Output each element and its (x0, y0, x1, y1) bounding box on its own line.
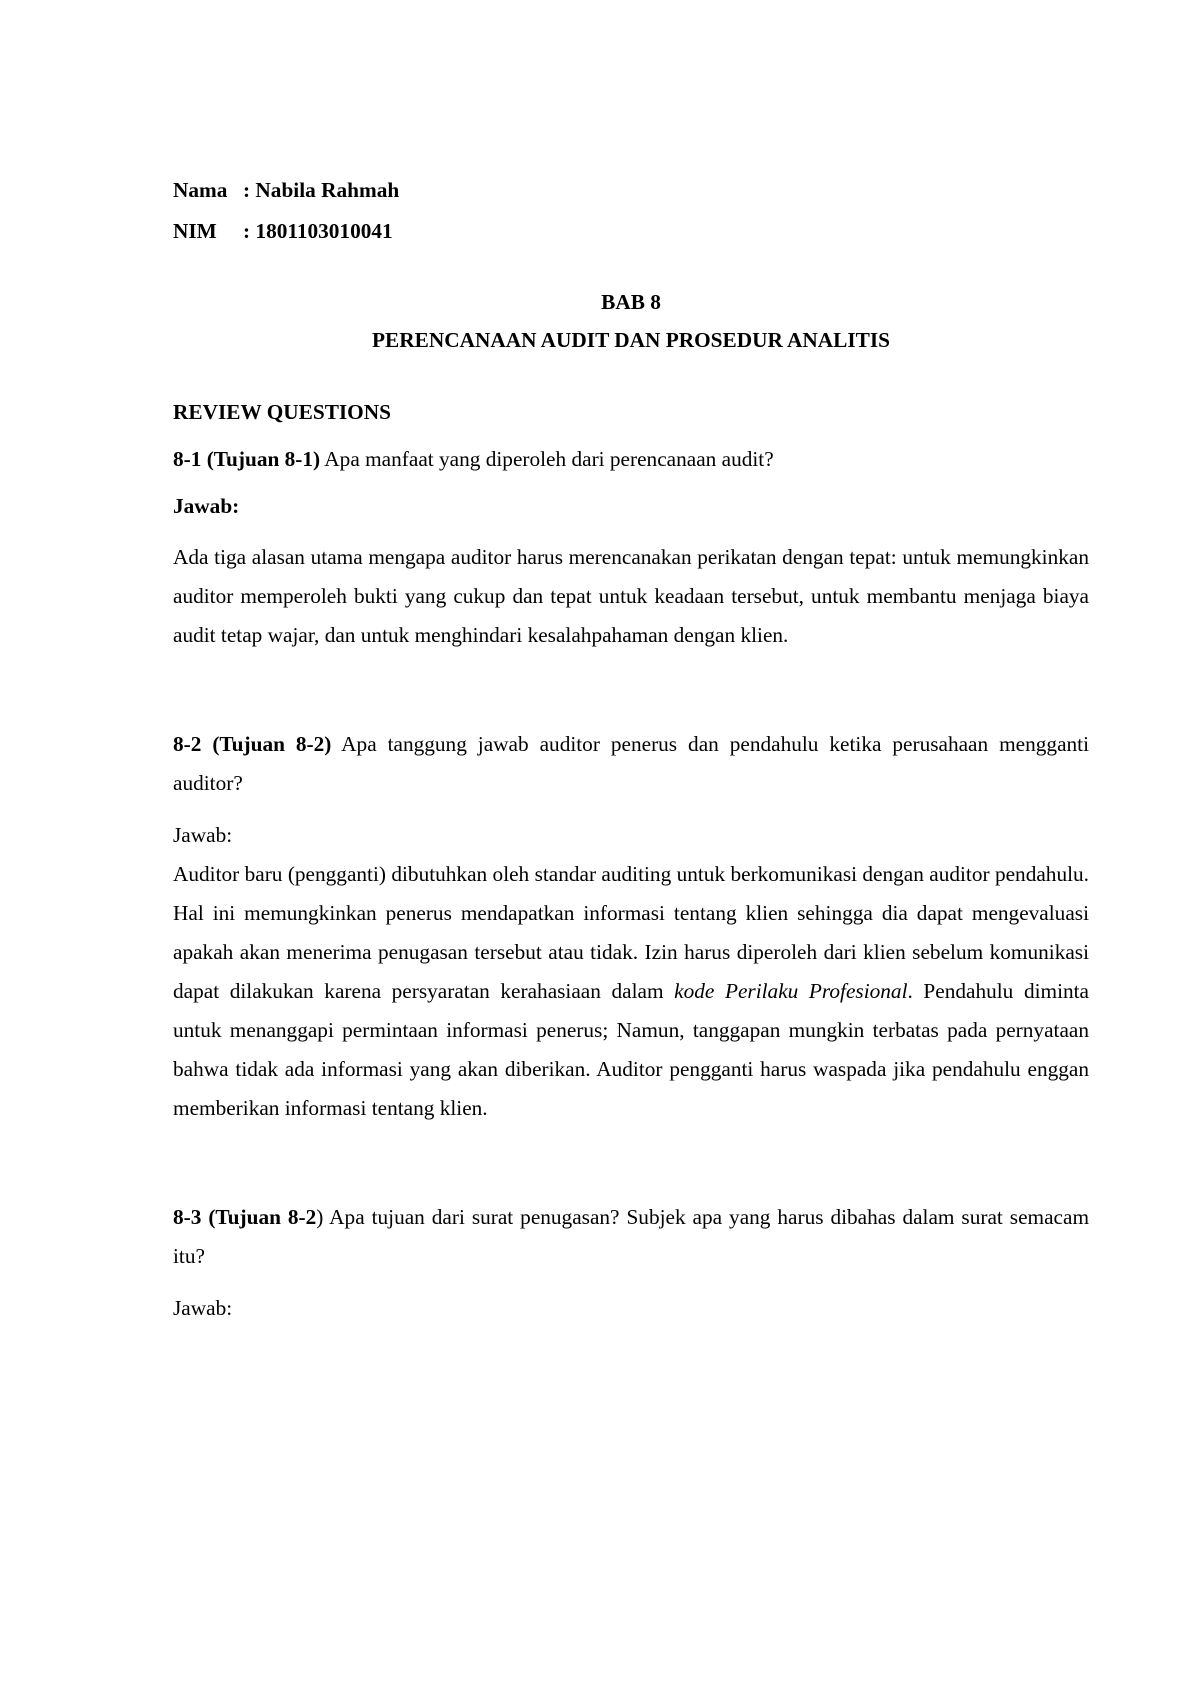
chapter-number: BAB 8 (601, 290, 661, 314)
answer-8-2 (173, 855, 1089, 1128)
document-content (173, 170, 1089, 1328)
question-number: 8-3 (173, 1205, 202, 1229)
name-value: : Nabila Rahmah (243, 178, 400, 202)
answer-text-part-2: . Pendahulu diminta untuk menanggapi permintaan informasi penerus; Namun, tanggapan mungkin terbatas pada pernyataan bahwa tidak ada informasi yang akan diberikan. Auditor pengganti harus waspada jika pendahulu enggan memberikan informasi tentang klien. (173, 979, 1090, 1120)
question-objective (208, 1205, 323, 1229)
section-heading: REVIEW QUESTIONS (173, 400, 391, 424)
name-label: Nama (173, 178, 228, 202)
chapter-title: PERENCANAAN AUDIT DAN PROSEDUR ANALITIS (372, 328, 890, 352)
question-text: Apa tujuan dari surat penugasan? Subjek apa yang harus dibahas dalam surat semacam itu? (173, 1205, 1090, 1268)
question-number: 8-2 (173, 732, 202, 756)
question-number: 8-1 (173, 447, 202, 471)
question-objective: (Tujuan 8-2) (212, 732, 332, 756)
student-name-row (173, 170, 1089, 211)
question-8-2 (173, 725, 1089, 803)
question-objective: (Tujuan 8-1) (206, 447, 321, 471)
student-nim-row (173, 211, 1089, 252)
nim-value: : 1801103010041 (243, 219, 393, 243)
answer-label-8-3: Jawab: (173, 1296, 233, 1320)
question-8-3 (173, 1198, 1089, 1276)
answer-label-8-2: Jawab: (173, 823, 233, 847)
question-8-1 (173, 440, 1089, 478)
objective-open: (Tujuan 8-2 (208, 1205, 317, 1229)
answer-italic-term: kode Perilaku Profesional (674, 979, 908, 1003)
nim-label: NIM (173, 219, 217, 243)
objective-close: ) (316, 1205, 324, 1229)
answer-label-8-1: Jawab: (173, 494, 240, 518)
answer-text-part-1: Auditor baru (pengganti) dibutuhkan oleh standar auditing untuk berkomunikasi dengan auditor pendahulu. Hal ini memungkinkan penerus mendapatkan informasi tentang klien sehingga dia dapat mengevaluasi apakah akan menerima penugasan tersebut atau tidak. Izin harus diperoleh dari klien sebelum komunikasi dapat dilakukan karena persyaratan kerahasiaan dalam (173, 862, 1089, 1003)
answer-8-1: Ada tiga alasan utama mengapa auditor harus merencanakan perikatan dengan tepat: untuk memungkinkan auditor memperoleh bukti yang cukup dan tepat untuk keadaan tersebut, untuk membantu menjaga biaya audit tetap wajar, dan untuk menghindari kesalahpahaman dengan klien. (173, 545, 1089, 647)
question-text: Apa tanggung jawab auditor penerus dan pendahulu ketika perusahaan mengganti auditor? (173, 732, 1090, 795)
question-text: Apa manfaat yang diperoleh dari perencanaan audit? (324, 447, 774, 471)
